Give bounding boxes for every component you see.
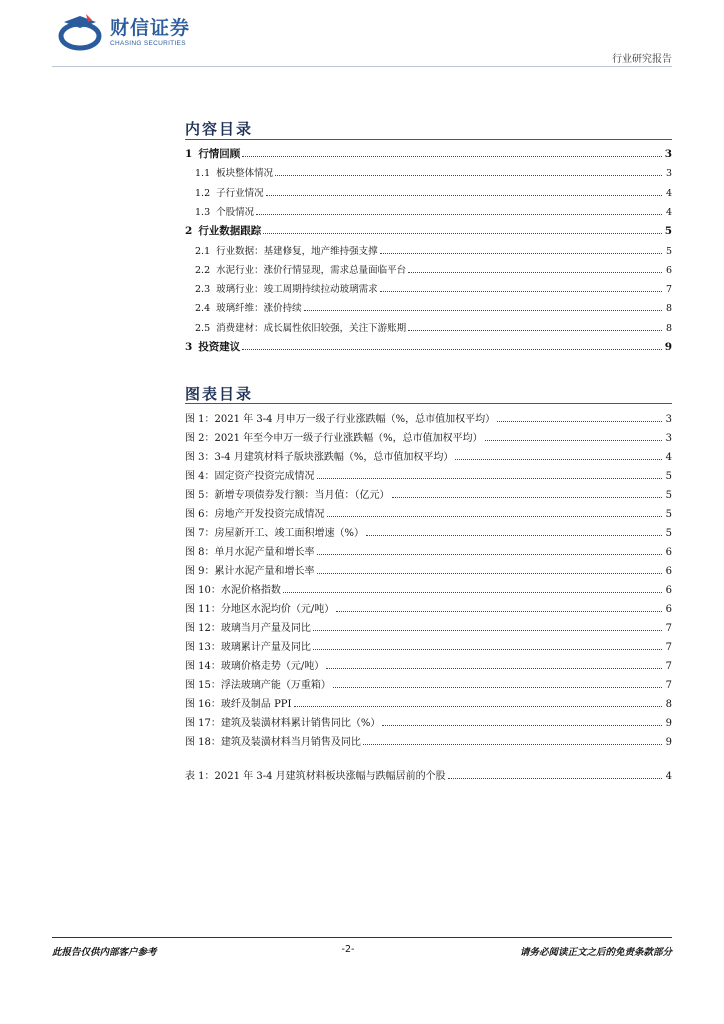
figure-entry[interactable] (185, 543, 672, 561)
toc-entry-label: 板块整体情况 (216, 168, 274, 180)
toc-entry[interactable] (185, 262, 672, 280)
figure-leader-dots (317, 573, 662, 574)
figure-entry-label: 图 5：新增专项债券发行额：当月值：（亿元） (185, 490, 390, 501)
figure-entry[interactable] (185, 429, 672, 447)
figure-entry-page: 9 (665, 718, 672, 729)
figure-leader-dots (313, 630, 662, 631)
table-leader-dots (448, 778, 662, 779)
toc-entry[interactable] (185, 281, 672, 299)
header-divider (52, 66, 672, 67)
toc-entry-label: 行情回顾 (198, 148, 241, 160)
toc-title-divider (185, 139, 672, 140)
figure-entry[interactable] (185, 619, 672, 637)
figure-entry[interactable] (185, 695, 672, 713)
figure-entry[interactable] (185, 676, 672, 694)
figure-entry-label: 图 8：单月水泥产量和增长率 (185, 547, 315, 558)
toc-entry[interactable] (185, 204, 672, 222)
toc-entry-page: 8 (665, 322, 672, 334)
figure-entry-page: 5 (665, 490, 672, 501)
figure-entry-label: 图 3：3-4 月建筑材料子版块涨跌幅（%，总市值加权平均） (185, 452, 454, 463)
toc-entry[interactable] (185, 320, 672, 338)
table-entry[interactable] (185, 767, 672, 785)
figure-entry-page: 7 (665, 661, 672, 672)
figures-title-divider (185, 403, 672, 404)
footer-divider (52, 937, 672, 938)
company-logo-icon (58, 12, 104, 52)
toc-entry[interactable] (185, 165, 672, 183)
figure-entry-label: 图 1：2021 年 3-4 月申万一级子行业涨跌幅（%，总市值加权平均） (185, 414, 496, 425)
figure-leader-dots (497, 421, 662, 422)
toc-entry-page: 3 (665, 168, 672, 180)
brand-name-en: CHASING SECURITIES (110, 39, 186, 47)
figure-entry-label: 图 18：建筑及装潢材料当月销售及同比 (185, 737, 361, 748)
toc-leader-dots (275, 175, 662, 176)
toc-entry-page: 5 (664, 225, 672, 238)
figure-entry-page: 7 (665, 680, 672, 691)
toc-entry-page: 8 (665, 303, 672, 315)
figure-entry-page: 6 (665, 604, 672, 615)
figure-entry[interactable] (185, 657, 672, 675)
toc-entry[interactable] (185, 223, 672, 241)
figure-entry[interactable] (185, 410, 672, 428)
figure-entry-label: 图 12：玻璃当月产量及同比 (185, 623, 311, 634)
toc-entry-number: 1.3 (195, 206, 211, 218)
figure-entry-page: 6 (665, 547, 672, 558)
toc-entry-number: 2.3 (195, 284, 211, 296)
table-entry-page: 4 (665, 771, 672, 782)
toc-leader-dots (408, 330, 662, 331)
figure-leader-dots (327, 516, 662, 517)
company-logo (58, 12, 190, 52)
toc-leader-dots (242, 156, 662, 157)
page-header (0, 0, 724, 72)
figure-entry-page: 8 (665, 699, 672, 710)
brand-name-cn: 财信证券 (110, 16, 191, 39)
figure-leader-dots (326, 668, 662, 669)
table-entry-label: 表 1：2021 年 3-4 月建筑材料板块涨幅与跌幅居前的个股 (185, 771, 446, 782)
toc-leader-dots (380, 253, 662, 254)
toc-entry-page: 5 (665, 245, 672, 257)
figure-entry-label: 图 11：分地区水泥均价（元/吨） (185, 604, 335, 615)
figure-entry-label: 图 15：浮法玻璃产能（万重箱） (185, 680, 331, 691)
figure-entry-page: 3 (665, 414, 672, 425)
toc-entry-page: 6 (665, 264, 672, 276)
figure-leader-dots (317, 554, 662, 555)
toc-entry-number: 2.2 (195, 264, 211, 276)
toc-entry-page: 3 (664, 148, 672, 160)
figure-entry-page: 6 (665, 585, 672, 596)
figure-leader-dots (336, 611, 662, 612)
figure-entry-label: 图 16：玻纤及制品 PPI (185, 699, 292, 710)
figure-leader-dots (382, 725, 662, 726)
figure-leader-dots (485, 440, 662, 441)
toc-entry[interactable] (185, 339, 672, 357)
page-number: -2- (341, 944, 355, 955)
toc-entry-page: 7 (665, 284, 672, 296)
toc-entry-label: 子行业情况 (216, 187, 264, 199)
figure-entry-page: 6 (665, 566, 672, 577)
figure-entry-label: 图 7：房屋新开工、竣工面积增速（%） (185, 528, 365, 539)
figure-entry[interactable] (185, 714, 672, 732)
figure-entry-page: 5 (665, 509, 672, 520)
toc-entry-label: 行业数据：基建修复，地产维持强支撑 (216, 245, 378, 257)
figure-entry[interactable] (185, 733, 672, 751)
figure-entry-label: 图 13：玻璃累计产量及同比 (185, 642, 311, 653)
figure-entry-label: 图 17：建筑及装潢材料累计销售同比（%） (185, 718, 381, 729)
toc-entry-number: 2.4 (195, 303, 211, 315)
toc-entry-number: 3 (185, 341, 193, 353)
figure-leader-dots (333, 687, 662, 688)
figure-leader-dots (363, 744, 662, 745)
figure-leader-dots (366, 535, 662, 536)
toc-entry-number: 1 (185, 148, 193, 160)
toc-entry-label: 水泥行业：涨价行情显现，需求总量面临平台 (216, 264, 407, 276)
toc-leader-dots (380, 291, 662, 292)
figure-leader-dots (313, 649, 662, 650)
figure-entry-label: 图 14：玻璃价格走势（元/吨） (185, 661, 325, 672)
toc-entry-page: 9 (664, 341, 672, 353)
toc-leader-dots (263, 233, 662, 234)
figure-entry-page: 4 (665, 452, 672, 463)
figure-entry-page: 5 (665, 528, 672, 539)
figure-leader-dots (455, 459, 662, 460)
figure-entry-label: 图 2：2021 年至今申万一级子行业涨跌幅（%，总市值加权平均） (185, 433, 483, 444)
footer-disclaimer-left: 此报告仅供内部客户参考 (52, 947, 157, 958)
figure-entry[interactable] (185, 581, 672, 599)
toc-entry-number: 2 (185, 225, 193, 238)
figure-entry[interactable] (185, 600, 672, 618)
figure-leader-dots (294, 706, 663, 707)
toc-entry[interactable] (185, 185, 672, 203)
figure-entry-page: 7 (665, 623, 672, 634)
figure-entry-label: 图 6：房地产开发投资完成情况 (185, 509, 325, 520)
toc-entry-label: 投资建议 (198, 341, 241, 353)
toc-entry-page: 4 (665, 206, 672, 218)
figure-entry-page: 3 (665, 433, 672, 444)
report-type-label: 行业研究报告 (612, 54, 672, 65)
toc-entry-label: 玻璃行业：竣工周期持续拉动玻璃需求 (216, 284, 378, 296)
figure-leader-dots (392, 497, 662, 498)
toc-entry-number: 2.1 (195, 245, 211, 257)
figures-title: 图表目录 (185, 385, 254, 403)
figure-entry[interactable] (185, 505, 672, 523)
toc-leader-dots (242, 349, 662, 350)
toc-entry[interactable] (185, 146, 672, 164)
figure-entry-label: 图 9：累计水泥产量和增长率 (185, 566, 315, 577)
figure-entry-page: 7 (665, 642, 672, 653)
figure-entry-label: 图 4：固定资产投资完成情况 (185, 471, 315, 482)
figure-entry-page: 5 (665, 471, 672, 482)
toc-entry-number: 1.2 (195, 187, 211, 199)
figure-entry-page: 9 (665, 737, 672, 748)
figure-entry[interactable] (185, 638, 672, 656)
toc-entry-label: 消费建材：成长属性依旧较强，关注下游账期 (216, 322, 407, 334)
toc-entry-label: 行业数据跟踪 (198, 225, 262, 238)
toc-entry-number: 1.1 (195, 168, 211, 180)
toc-entry-label: 个股情况 (216, 206, 255, 218)
toc-leader-dots (304, 310, 662, 311)
figure-entry[interactable] (185, 467, 672, 485)
toc-entry-label: 玻璃纤维：涨价持续 (216, 303, 302, 315)
figure-entry[interactable] (185, 486, 672, 504)
toc-entry[interactable] (185, 243, 672, 261)
toc-entry-page: 4 (665, 187, 672, 199)
figure-entry[interactable] (185, 524, 672, 542)
figure-entry[interactable] (185, 562, 672, 580)
toc-leader-dots (408, 272, 662, 273)
figure-leader-dots (283, 592, 662, 593)
footer-disclaimer-right: 请务必阅读正文之后的免责条款部分 (519, 947, 672, 958)
toc-entry-number: 2.5 (195, 322, 211, 334)
figure-entry-label: 图 10：水泥价格指数 (185, 585, 281, 596)
toc-entry[interactable] (185, 300, 672, 318)
toc-title: 内容目录 (185, 120, 254, 138)
toc-leader-dots (266, 195, 662, 196)
figure-leader-dots (317, 478, 662, 479)
toc-leader-dots (256, 214, 662, 215)
figure-entry[interactable] (185, 448, 672, 466)
